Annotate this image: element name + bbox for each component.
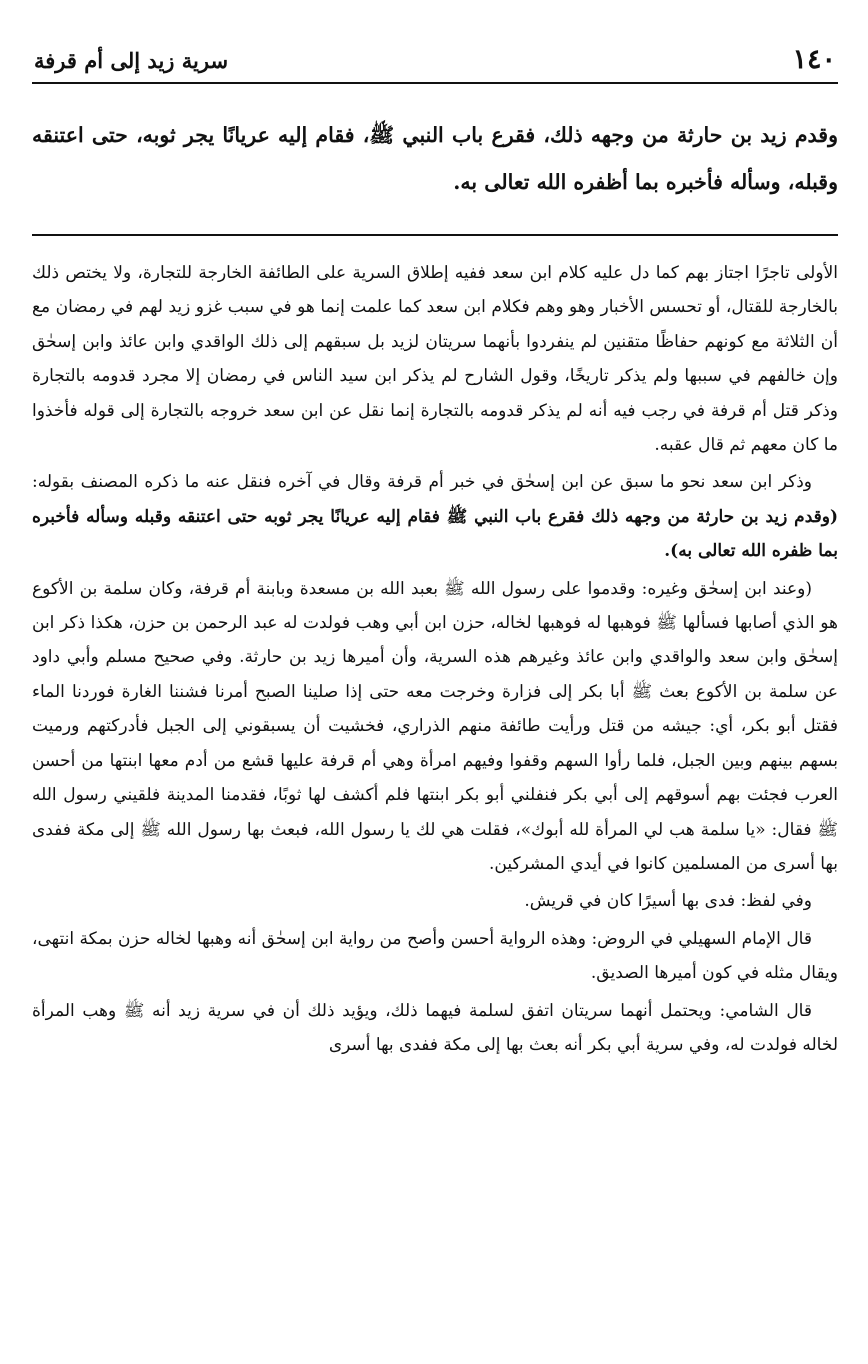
quoted-main-text: (وقدم زيد بن حارثة من وجهه ذلك فقرع باب النبي ﷺ فقام إليه عريانًا يجر ثوبه حتى اعتنقه وقبله وسأله فأخبره بما ظفره الله تعالى به). [32, 506, 838, 562]
commentary-intro: وذكر ابن سعد نحو ما سبق عن ابن إسحٰق في خبر أم قرفة وقال في آخره فنقل عنه ما ذكره المصنف بقوله: [32, 472, 812, 493]
footnote-separator [32, 234, 838, 236]
main-text: وقدم زيد بن حارثة من وجهه ذلك، فقرع باب النبي ﷺ، فقام إليه عريانًا يجر ثوبه، حتى اعتنقه وقبله، وسأله فأخبره بما أظفره الله تعالى به. [32, 123, 838, 194]
commentary-paragraph: الأولى تاجرًا اجتاز بهم كما دل عليه كلام ابن سعد ففيه إطلاق السرية على الطائفة الخارجة للتجارة، ولا يختص ذلك بالخارجة للقتال، أو تحسس الأخبار وهو وهم فكلام ابن سعد كما علمت إنما هو في سبب غزو زيد لهم في رمضان مع أن الثلاثة مع كونهم حفاظًا متقنين لم ينفردوا بأنهما سريتان لزيد بل سبقهم إلى ذلك الواقدي وابن عائذ وابن إسحٰق وإن خالفهم في سببها ولم يذكر تاريخًا، وقول الشارح لم يذكر ابن سيد الناس في رمضان إلا مجرد قدومه بالتجارة وذكر قتل أم قرفة في رجب فيه أنه لم يذكر قدومه بالتجارة إنما نقل عن ابن سعد خروجه بالتجارة إلى قوله فأخذوا ما كان معهم ثم قال عقبه. [32, 263, 838, 456]
commentary-paragraph: (وعند ابن إسحٰق وغيره: وقدموا على رسول الله ﷺ بعبد الله بن مسعدة وبابنة أم قرفة، وكان سلمة بن الأكوع هو الذي أصابها فسألها ﷺ فوهبها له فوهبها لخاله، حزن ابن أبي وهب فولدت له عبد الرحمن بن حزن، هكذا ذكر ابن إسحٰق وابن سعد والواقدي وابن عائذ وغيرهم هذه السرية، وأن أميرها زيد بن حارثة. وفي صحيح مسلم وأبي داود عن سلمة بن الأكوع بعث ﷺ أبا بكر إلى فزارة وخرجت معه حتى إذا صلينا الصبح أمرنا فشننا الغارة فوردنا الماء فقتل أبو بكر، أي: جيشه من قتل ورأيت طائفة منهم الذراري، فخشيت أن يسبقوني إلى الجبل فأدركتهم ورميت بسهم بينهم وبين الجبل، فلما رأوا السهم وقفوا وفيهم امرأة وهي أم قرفة عليها قشع من أدم معها ابنتها من أحسن العرب فجئت بهم أسوقهم إلى أبي بكر فنفلني أبو بكر ابنتها فلم أكشف لها ثوبًا، فقدمنا المدينة فلقيني رسول الله ﷺ فقال: «يا سلمة هب لي المرأة لله أبوك»، فقلت هي لك يا رسول الله، فبعث بها رسول الله ﷺ إلى مكة ففدى بها أسرى من المسلمين كانوا في أيدي المشركين. [32, 578, 838, 874]
commentary [32, 256, 838, 1062]
commentary-paragraph: وفي لفظ: فدى بها أسيرًا كان في قريش. [524, 891, 812, 912]
commentary-paragraph [32, 465, 838, 568]
commentary-paragraph: قال الشامي: ويحتمل أنهما سريتان اتفق لسلمة فيهما ذلك، ويؤيد ذلك أن في سرية زيد أنه ﷺ وهب المرأة لخاله فولدت له، وفي سرية أبي بكر أنه بعث بها إلى مكة ففدى بها أسرى [32, 1000, 838, 1055]
running-title: سرية زيد إلى أم قرفة [34, 48, 229, 73]
page-number: ١٤٠ [792, 44, 836, 75]
commentary-paragraph: قال الإمام السهيلي في الروض: وهذه الرواية أحسن وأصح من رواية ابن إسحٰق أنه وهبها لخاله حزن بمكة انتهى، ويقال مثله في كون أميرها الصديق. [32, 928, 838, 984]
page-header [32, 34, 838, 84]
book-page [32, 34, 838, 1346]
